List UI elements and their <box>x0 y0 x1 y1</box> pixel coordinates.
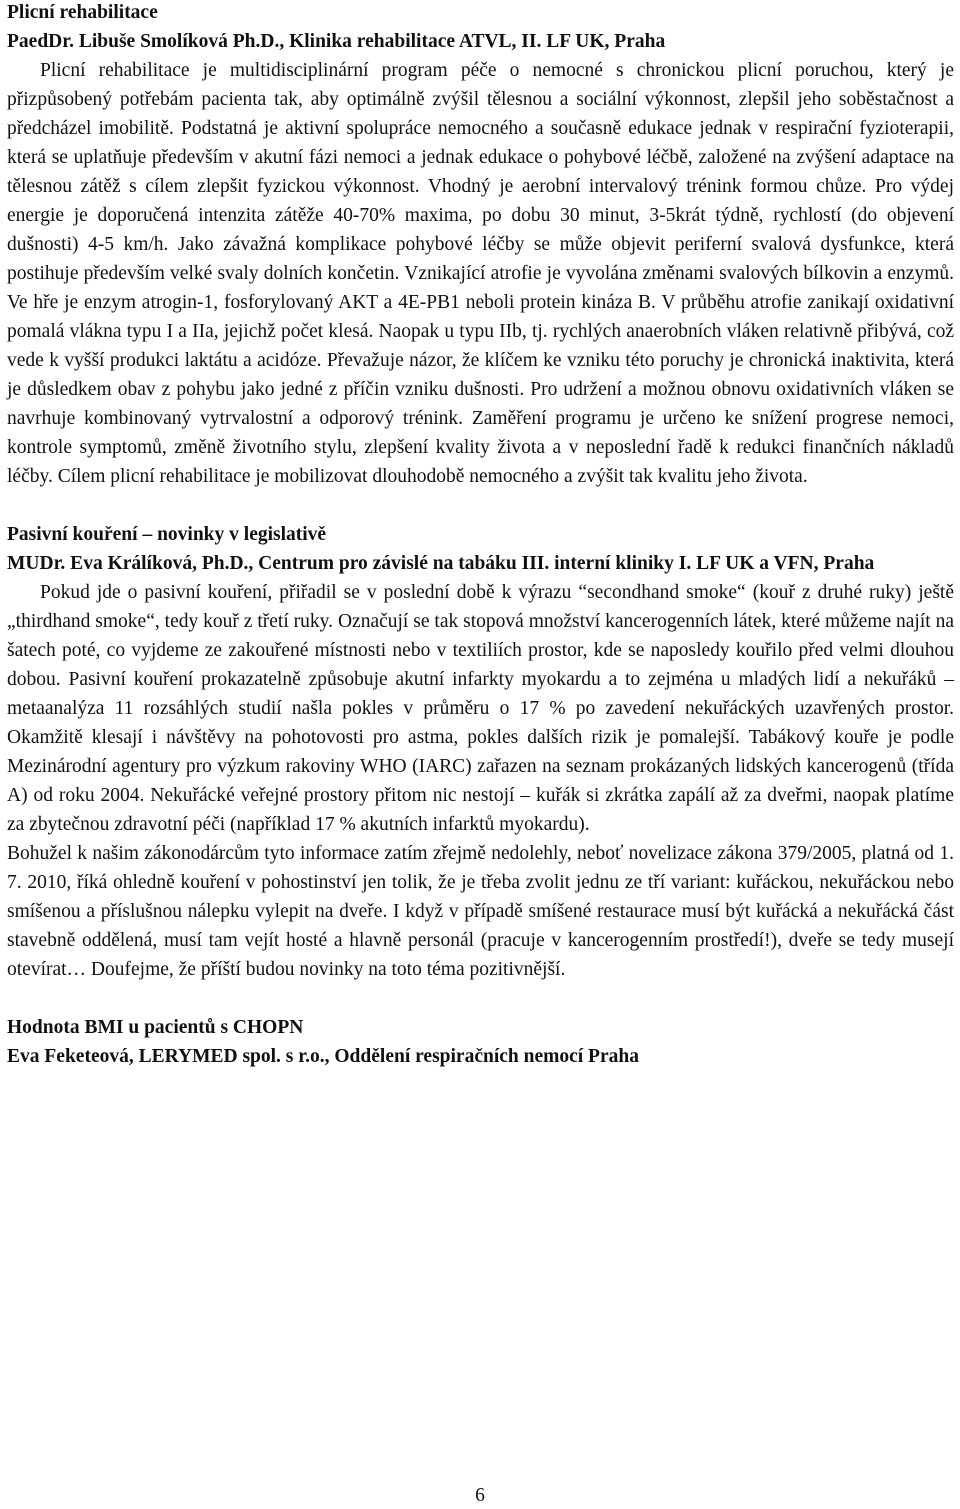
section-author: Eva Feketeová, LERYMED spol. s r.o., Oddělení respiračních nemocí Praha <box>7 1046 639 1067</box>
section-spacer <box>7 491 954 520</box>
page-number: 6 <box>475 1485 485 1506</box>
section-paragraph: Bohužel k našim zákonodárcům tyto informace zatím zřejmě nedolehly, neboť novelizace zákona 379/2005, platná od 1. 7. 2010, říká ohledně kouření v pohostinství jen tolik, že je třeba zvolit jednu ze tří variant: kuřáckou, nekuřáckou nebo smíšenou a příslušnou nálepku vylepit na dveře. I když v případě smíšené restaurace musí být kuřácká a nekuřácká část stavebně oddělená, musí tam vejít hosté a hlavně personál (pracuje v kancerogenním prostředí!), dveře se tedy musejí otevírat… Doufejme, že příští budou novinky na toto téma pozitivnější. <box>7 843 954 980</box>
section-passive-smoking <box>7 520 954 984</box>
section-title: Pasivní kouření – novinky v legislativě <box>7 524 327 545</box>
section-bmi-copd <box>7 1013 954 1071</box>
section-paragraph: Pokud jde o pasivní kouření, přiřadil se v poslední době k výrazu “secondhand smoke“ (kouř z druhé ruky) ještě „thirdhand smoke“, tedy kouř z třetí ruky. Označují se tak stopová množství kancerogenních látek, které můžeme najít na šatech poté, co vyjdeme ze zakouřené místnosti nebo v textiliích prostor, kde se naposledy kouřilo před velmi dlouhou dobou. Pasivní kouření prokazatelně způsobuje akutní infarkty myokardu a to zejména u mladých lidí a nekuřáků – metaanalýza 11 rozsáhlých studií našla pokles v průměru o 17 % po zavedení nekuřáckých uzavřených prostor. Okamžitě klesají i návštěvy na pohotovosti pro astma, pokles dalších rizik je pomalejší. Tabákový kouře je podle Mezinárodní agentury pro výzkum rakoviny WHO (IARC) zařazen na seznam prokázaných lidských kancerogenů (třída A) od roku 2004. Nekuřácké veřejné prostory přitom nic nestojí – kuřák si zkrátka zapálí až za dveřmi, naopak platíme za zbytečnou zdravotní péči (například 17 % akutních infarktů myokardu). <box>7 582 954 835</box>
section-pulmonary-rehabilitation <box>7 0 954 491</box>
document-page <box>7 0 954 1071</box>
section-paragraph: Plicní rehabilitace je multidisciplinární program péče o nemocné s chronickou plicní poruchou, který je přizpůsobený potřebám pacienta tak, aby optimálně zvýšil tělesnou a sociální výkonnost, zlepšil jeho soběstačnost a předcházel imobilitě. Podstatná je aktivní spolupráce nemocného a současně edukace jednak v respirační fyzioterapii, která se uplatňuje především v akutní fázi nemoci a jednak edukace o pohybové léčbě, založené na zvýšení adaptace na tělesnou zátěž s cílem zlepšit fyzickou výkonnost. Vhodný je aerobní intervalový trénink formou chůze. Pro výdej energie je doporučená intenzita zátěže 40-70% maxima, po dobu 30 minut, 3-5krát týdně, rychlostí (do objevení dušnosti) 4-5 km/h. Jako závažná komplikace pohybové léčby se může objevit periferní svalová dysfunkce, která postihuje především velké svaly dolních končetin. Vznikající atrofie je vyvolána změnami svalových bílkovin a enzymů. Ve hře je enzym atrogin-1, fosforylovaný AKT a 4E-PB1 neboli protein kináza B. V průběhu atrofie zanikají oxidativní pomalá vlákna typu I a IIa, jejichž počet klesá. Naopak u typu IIb, tj. rychlých anaerobních vláken relativně přibývá, což vede k vyšší produkci laktátu a acidóze. Převažuje názor, že klíčem ke vzniku této poruchy je chronická inaktivita, která je důsledkem obav z pohybu jako jedné z příčin vzniku dušnosti. Pro udržení a možnou obnovu oxidativních vláken se navrhuje kombinovaný vytrvalostní a odporový trénink. Zaměření programu je určeno ke snížení progrese nemoci, kontrole symptomů, změně životního stylu, zlepšení kvality života a v neposlední řadě k redukci finančních nákladů léčby. Cílem plicní rehabilitace je mobilizovat dlouhodobě nemocného a zvýšit tak kvalitu jeho života. <box>7 60 954 487</box>
section-author: PaedDr. Libuše Smolíková Ph.D., Klinika rehabilitace ATVL, II. LF UK, Praha <box>7 31 666 52</box>
section-title: Hodnota BMI u pacientů s CHOPN <box>7 1017 304 1038</box>
section-title: Plicní rehabilitace <box>7 2 158 23</box>
section-author: MUDr. Eva Králíková, Ph.D., Centrum pro závislé na tabáku III. interní kliniky I. LF UK a VFN, Praha <box>7 553 875 574</box>
section-spacer <box>7 984 954 1013</box>
